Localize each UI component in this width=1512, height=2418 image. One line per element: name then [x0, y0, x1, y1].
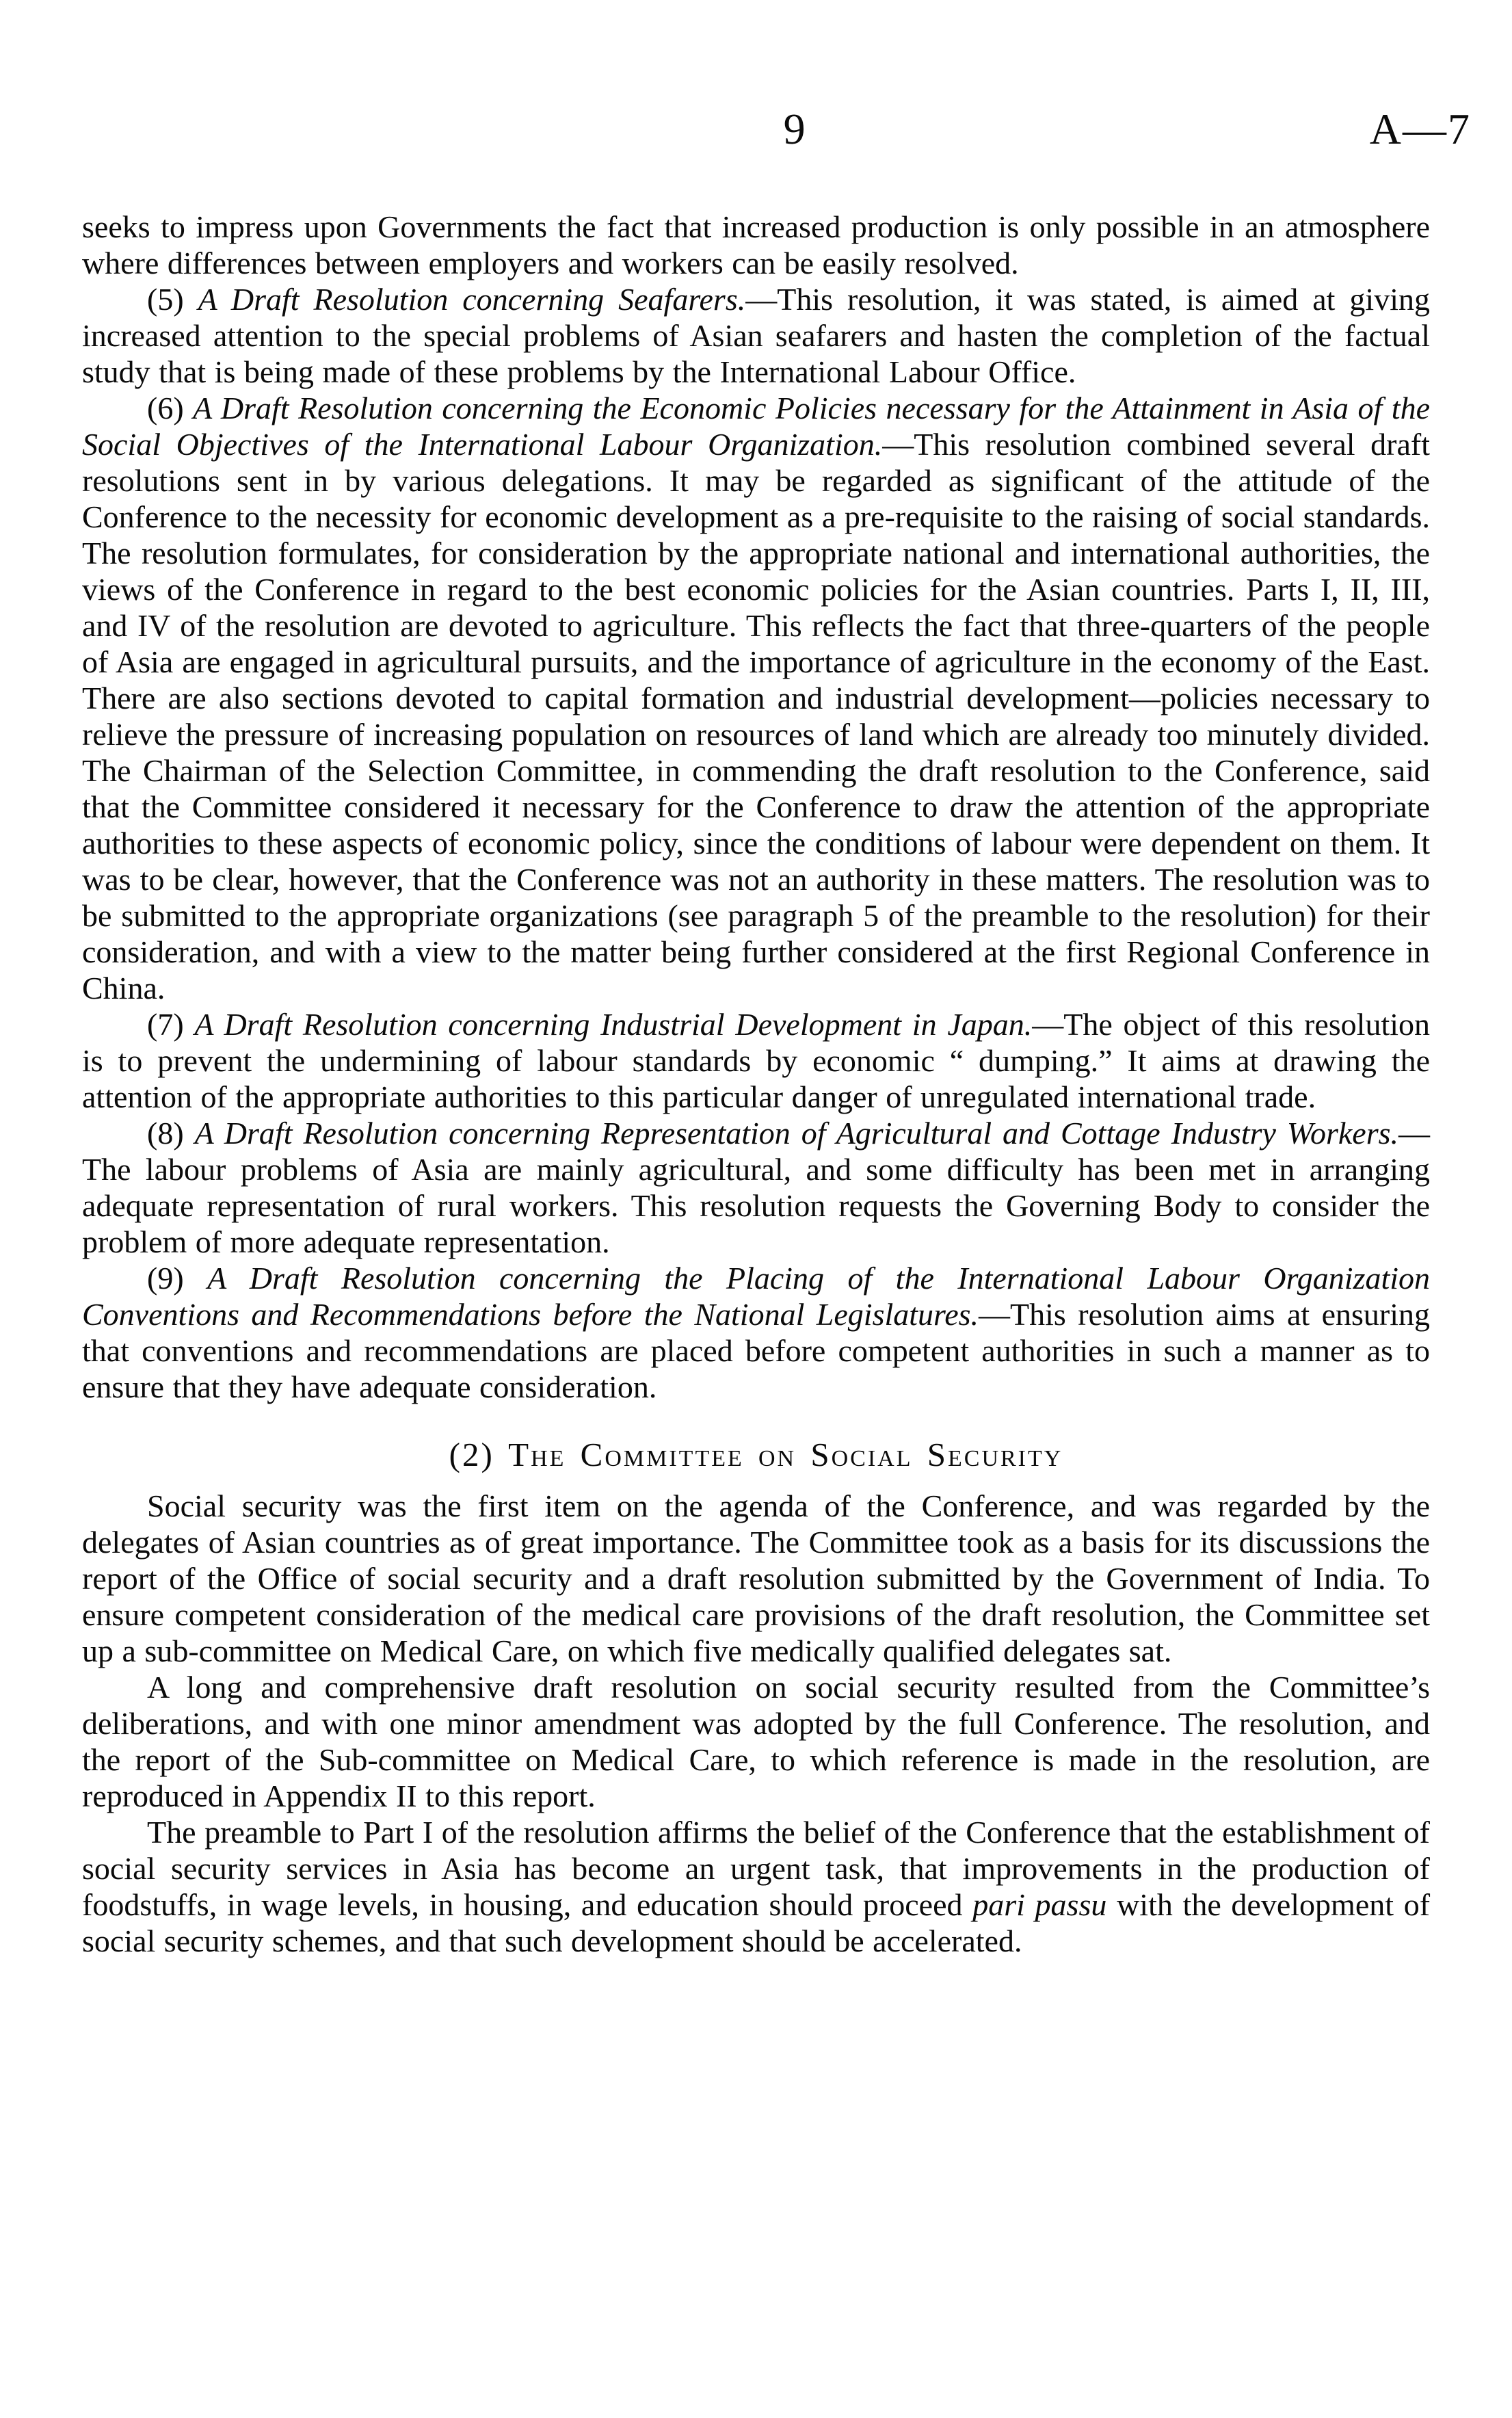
section-heading — [82, 1436, 1430, 1473]
paragraph — [82, 390, 1430, 1006]
text-run: Social security was the first item on the agenda of the Conference, and was regarded by the delegates of Asian countries as of great importance. The Committee took as a basis for its discussions the report of the Office of social security and a draft resolution submitted by the Government of India. To ensure competent consideration of the medical care provisions of the draft resolution, the Committee set up a sub-committee on Medical Care, on which five medically qualified delegates sat. — [82, 1488, 1430, 1668]
text-run: (9) — [147, 1261, 208, 1296]
text-run: (6) — [147, 391, 194, 425]
italic-text-run: A Draft Resolution concerning Industrial Development in Japan. — [194, 1007, 1033, 1042]
text-run: (2) The Committee on Social Security — [449, 1436, 1063, 1473]
text-run: The preamble to Part I of the resolution affirms the belief of the Conference that the establishment of social security services in Asia has become an urgent task, that improvements in the production of foodstuffs, in wage levels, in housing, and education should proceed — [82, 1815, 1430, 1922]
text-run: seeks to impress upon Governments the fact that increased production is only possible in an atmosphere where differences between employers and workers can be easily resolved. — [82, 209, 1430, 280]
page-number: 9 — [783, 105, 806, 153]
text-run: —This resolution aims at ensuring that conventions and recommendations are placed before competent authorities in such a manner as to ensure that they have adequate consideration. — [82, 1297, 1430, 1404]
text-run: —The object of this resolution is to prevent the undermining of labour standards by economic “ dumping.” It aims at drawing the attention of the appropriate authorities to this particular danger of unregulated international trade. — [82, 1007, 1431, 1114]
document-body — [82, 209, 1430, 1959]
text-run: —This resolution, it was stated, is aimed at giving increased attention to the special problems of Asian seafarers and hasten the completion of the factual study that is being made of these problems by the International Labour Office. — [82, 282, 1430, 389]
italic-text-run: A Draft Resolution concerning Seafarers. — [198, 282, 746, 317]
italic-text-run: A Draft Resolution concerning Representation of Agricultural and Cottage Industry Workers. — [194, 1116, 1398, 1151]
paragraph — [82, 1814, 1430, 1959]
paragraph — [82, 209, 1430, 281]
page-reference: A—7 — [1369, 105, 1471, 153]
text-run: (7) — [147, 1007, 195, 1042]
paragraph — [82, 281, 1430, 390]
paragraph — [82, 1260, 1430, 1405]
paragraph — [82, 1669, 1430, 1814]
paragraph — [82, 1488, 1430, 1669]
text-run: —The labour problems of Asia are mainly agricultural, and some difficulty has been met in arranging adequate representation of rural workers. This resolution requests the Governing Body to consider the problem of more adequate representation. — [82, 1116, 1430, 1259]
text-run: with the development of social security schemes, and that such development should be accelerated. — [82, 1887, 1431, 1958]
text-run: A long and comprehensive draft resolution on social security resulted from the Committee’s deliberations, and with one minor amendment was adopted by the full Conference. The resolution, and the report of the Sub-committee on Medical Care, to which reference is made in the resolution, are reproduced in Appendix II to this report. — [82, 1670, 1430, 1813]
text-run: (5) — [147, 282, 198, 317]
running-head — [82, 104, 1471, 159]
paragraph — [82, 1115, 1430, 1260]
text-run: (8) — [147, 1116, 195, 1151]
text-run: —This resolution combined several draft resolutions sent in by various delegations. It may be regarded as significant of the attitude of the Conference to the necessity for economic development as a pre-requisite to the raising of social standards. The resolution formulates, for consideration by the appropriate national and international authorities, the views of the Conference in regard to the best economic policies for the Asian countries. Parts I, II, III, and IV of the resolution are devoted to agriculture. This reflects the fact that three-quarters of the people of Asia are engaged in agricultural pursuits, and the importance of agriculture in the economy of the East. There are also sections devoted to capital formation and industrial development—policies necessary to relieve the pressure of increasing population on resources of land which are already too minutely divided. The Chairman of the Selection Committee, in commending the draft resolution to the Conference, said that the Committee considered it necessary for the Conference to draw the attention of the appropriate authorities to these aspects of economic policy, since the conditions of labour were dependent on them. It was to be clear, however, that the Conference was not an authority in these matters. The resolution was to be submitted to the appropriate organizations (see paragraph 5 of the preamble to the resolution) for their consideration, and with a view to the matter being further considered at the first Regional Conference in China. — [82, 427, 1430, 1006]
italic-text-run: A Draft Resolution concerning the Placing of the International Labour Organization Conventions and Recommendations before the National Legislatures. — [82, 1261, 1430, 1332]
paragraph — [82, 1006, 1430, 1115]
italic-text-run: A Draft Resolution concerning the Economic Policies necessary for the Attainment in Asia of the Social Objectives of the International Labour Organization. — [82, 391, 1430, 462]
italic-text-run: pari passu — [972, 1887, 1107, 1922]
